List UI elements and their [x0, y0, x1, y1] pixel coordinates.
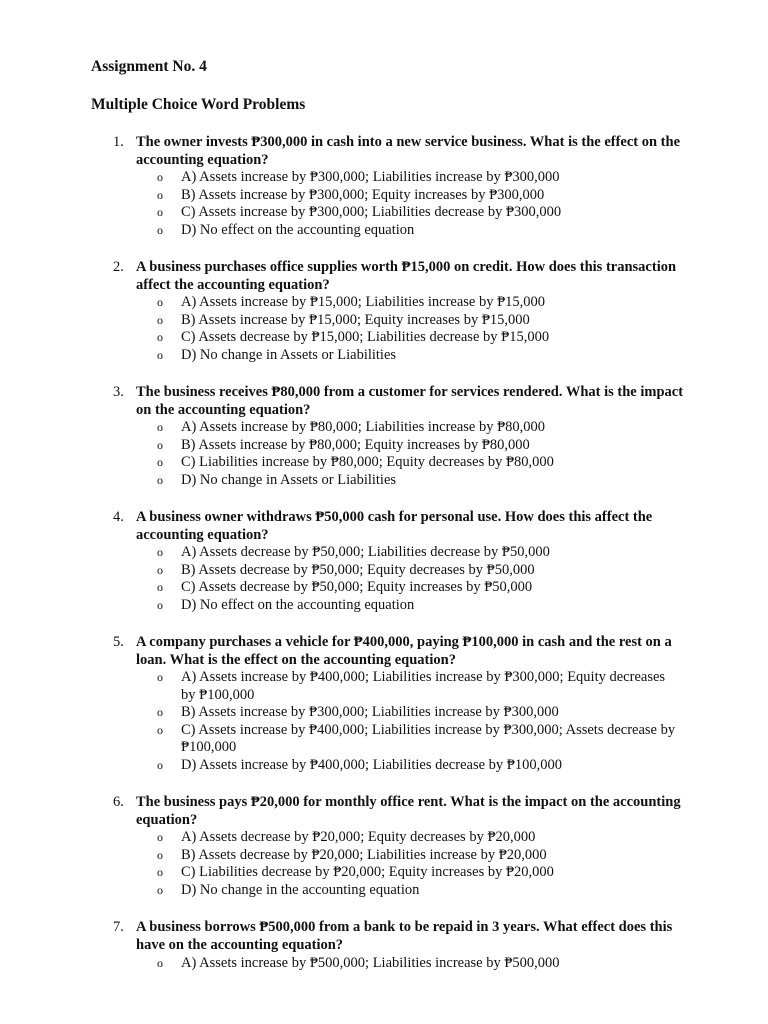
answer-option — [0, 722, 681, 757]
bullet-icon: o — [157, 205, 163, 219]
option-list — [0, 544, 681, 614]
question-number: 1. — [113, 134, 124, 150]
bullet-icon: o — [157, 956, 163, 970]
question-number: 5. — [113, 634, 124, 650]
question-text: A company purchases a vehicle for ₱400,000, paying ₱100,000 in cash and the rest on a loan. What is the effect on the accounting equation? — [136, 634, 672, 668]
section-subtitle: Multiple Choice Word Problems — [91, 96, 306, 113]
answer-option — [0, 562, 681, 580]
option-list — [0, 955, 681, 973]
answer-option — [0, 169, 681, 187]
bullet-icon: o — [157, 472, 163, 487]
bullet-icon: o — [157, 722, 163, 737]
bullet-icon: o — [157, 312, 163, 327]
bullet-icon: o — [157, 847, 163, 862]
answer-option-text: D) No change in the accounting equation — [181, 881, 420, 898]
bullet-icon: o — [157, 170, 163, 184]
answer-option — [0, 829, 681, 847]
answer-option-text: D) No change in Assets or Liabilities — [181, 346, 397, 363]
answer-option — [0, 204, 681, 222]
bullet-icon: o — [157, 437, 163, 452]
answer-option-text: A) Assets increase by ₱500,000; Liabilities increase by ₱500,000 — [181, 955, 560, 971]
answer-option-text: C) Assets decrease by ₱50,000; Equity increases by ₱50,000 — [181, 579, 533, 595]
answer-option-text: D) No effect on the accounting equation — [181, 596, 415, 613]
answer-option-text: B) Assets increase by ₱300,000; Equity increases by ₱300,000 — [181, 186, 545, 203]
bullet-icon: o — [157, 420, 163, 434]
answer-option-text: A) Assets increase by ₱80,000; Liabilities increase by ₱80,000 — [181, 419, 546, 435]
bullet-icon: o — [157, 222, 163, 237]
answer-option-text: C) Assets increase by ₱400,000; Liabilities increase by ₱300,000; Assets decrease by ₱100,000 — [181, 721, 676, 755]
answer-option-text: A) Assets decrease by ₱50,000; Liabilities decrease by ₱50,000 — [181, 544, 550, 560]
question-text: A business borrows ₱500,000 from a bank to be repaid in 3 years. What effect does this have on the accounting equation? — [136, 919, 673, 953]
answer-option-text: A) Assets increase by ₱15,000; Liabilities increase by ₱15,000 — [181, 294, 546, 310]
answer-option — [0, 544, 681, 562]
bullet-icon: o — [157, 705, 163, 719]
answer-option — [0, 847, 681, 865]
answer-option-text: B) Assets decrease by ₱20,000; Liabilities increase by ₱20,000 — [181, 846, 547, 863]
question-number: 7. — [113, 919, 124, 935]
bullet-icon: o — [157, 757, 163, 772]
bullet-icon: o — [157, 347, 163, 362]
option-list — [0, 169, 681, 239]
answer-option-text: C) Assets increase by ₱300,000; Liabilities decrease by ₱300,000 — [181, 204, 562, 220]
question-text: The business pays ₱20,000 for monthly office rent. What is the impact on the accounting equation? — [136, 794, 681, 828]
answer-option-text: D) No effect on the accounting equation — [181, 221, 415, 238]
answer-option-text: A) Assets increase by ₱300,000; Liabilities increase by ₱300,000 — [181, 169, 560, 185]
option-list — [0, 829, 681, 899]
answer-option — [0, 222, 681, 240]
answer-option — [0, 312, 681, 330]
answer-option — [0, 704, 681, 722]
answer-option-text: A) Assets decrease by ₱20,000; Equity decreases by ₱20,000 — [181, 829, 536, 845]
question-text: A business owner withdraws ₱50,000 cash for personal use. How does this affect the accounting equation? — [136, 509, 653, 543]
bullet-icon: o — [157, 597, 163, 612]
bullet-icon: o — [157, 562, 163, 577]
answer-option — [0, 187, 681, 205]
bullet-icon: o — [157, 330, 163, 344]
answer-option — [0, 347, 681, 365]
bullet-icon: o — [157, 865, 163, 879]
answer-option-text: C) Liabilities increase by ₱80,000; Equity decreases by ₱80,000 — [181, 454, 554, 470]
bullet-icon: o — [157, 545, 163, 559]
answer-option — [0, 472, 681, 490]
answer-option — [0, 454, 681, 472]
answer-option — [0, 294, 681, 312]
bullet-icon: o — [157, 882, 163, 897]
question-text: The business receives ₱80,000 from a customer for services rendered. What is the impact on the accounting equation? — [136, 384, 684, 418]
answer-option-text: B) Assets decrease by ₱50,000; Equity decreases by ₱50,000 — [181, 561, 535, 578]
answer-option — [0, 955, 681, 973]
option-list — [0, 419, 681, 489]
answer-option-text: D) Assets increase by ₱400,000; Liabilities decrease by ₱100,000 — [181, 756, 562, 773]
option-list — [0, 294, 681, 364]
question-number: 3. — [113, 384, 124, 400]
bullet-icon: o — [157, 187, 163, 202]
bullet-icon: o — [157, 295, 163, 309]
answer-option — [0, 437, 681, 455]
question-text: The owner invests ₱300,000 in cash into a new service business. What is the effect on the accounting equation? — [136, 134, 681, 168]
answer-option-text: B) Assets increase by ₱300,000; Liabilities increase by ₱300,000 — [181, 704, 559, 720]
answer-option — [0, 669, 681, 704]
bullet-icon: o — [157, 455, 163, 469]
answer-option — [0, 597, 681, 615]
answer-option-text: B) Assets increase by ₱15,000; Equity increases by ₱15,000 — [181, 311, 530, 328]
answer-option — [0, 579, 681, 597]
answer-option-text: D) No change in Assets or Liabilities — [181, 471, 397, 488]
answer-option-text: C) Assets decrease by ₱15,000; Liabilities decrease by ₱15,000 — [181, 329, 550, 345]
answer-option — [0, 419, 681, 437]
answer-option-text: C) Liabilities decrease by ₱20,000; Equity increases by ₱20,000 — [181, 864, 554, 880]
question-number: 2. — [113, 259, 124, 275]
assignment-title: Assignment No. 4 — [91, 58, 207, 75]
bullet-icon: o — [157, 580, 163, 594]
answer-option — [0, 864, 681, 882]
answer-option-text: B) Assets increase by ₱80,000; Equity increases by ₱80,000 — [181, 436, 530, 453]
option-list — [0, 669, 681, 774]
bullet-icon: o — [157, 670, 163, 684]
bullet-icon: o — [157, 830, 163, 844]
question-number: 6. — [113, 794, 124, 810]
answer-option — [0, 757, 681, 775]
answer-option — [0, 882, 681, 900]
question-text: A business purchases office supplies worth ₱15,000 on credit. How does this transaction affect the accounting equation? — [136, 259, 677, 293]
answer-option-text: A) Assets increase by ₱400,000; Liabilities increase by ₱300,000; Equity decreases by ₱100,000 — [181, 669, 666, 703]
question-number: 4. — [113, 509, 124, 525]
answer-option — [0, 329, 681, 347]
